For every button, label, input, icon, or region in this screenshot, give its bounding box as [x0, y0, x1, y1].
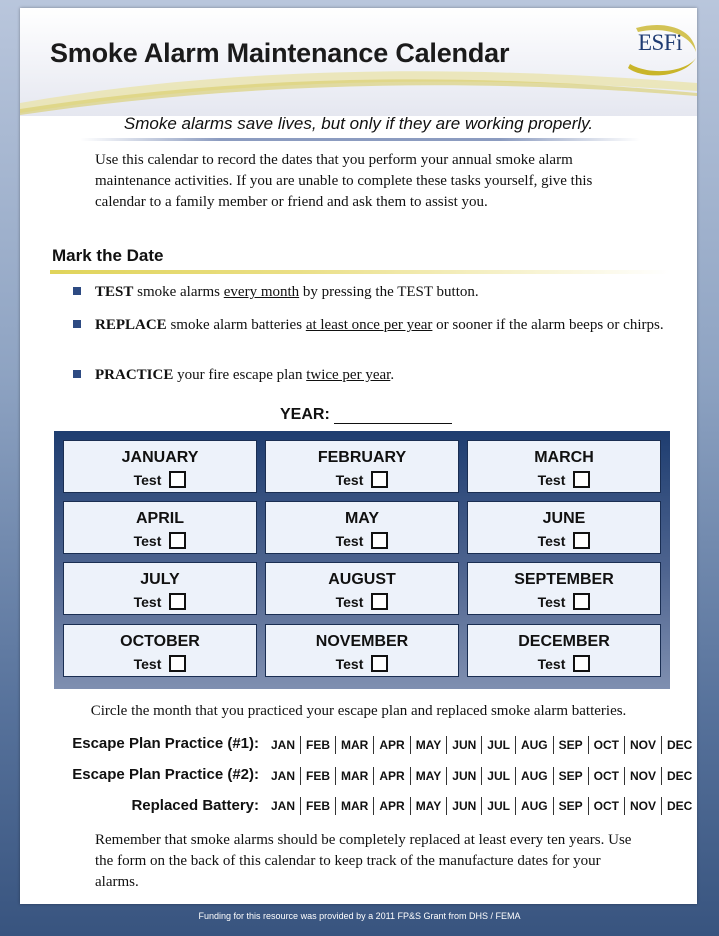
bullet-square-icon: [73, 370, 81, 378]
month-abbrev-option[interactable]: FEB: [300, 797, 335, 815]
test-label: Test: [537, 594, 566, 610]
month-test-row: [64, 471, 256, 488]
bullet-text: your fire escape plan: [173, 367, 307, 383]
month-abbrev-option[interactable]: JUN: [446, 797, 481, 815]
year-blank-line[interactable]: [334, 409, 452, 424]
month-abbrev-option[interactable]: JAN: [271, 738, 296, 752]
bullet-text: or sooner if the alarm beeps or chirps.: [432, 317, 664, 333]
tagline: Smoke alarms save lives, but only if they are working properly.: [123, 114, 594, 133]
month-cell-july: [63, 562, 257, 615]
bullet-text: by pressing the TEST button.: [299, 284, 479, 300]
test-label: Test: [133, 472, 162, 488]
month-name: DECEMBER: [518, 633, 610, 650]
month-test-row: [64, 532, 256, 549]
bullet-text: smoke alarm batteries: [166, 317, 306, 333]
test-label: Test: [133, 656, 162, 672]
month-name: JULY: [140, 571, 180, 588]
tracking-row-months-3: [266, 797, 697, 815]
month-cell-january: [63, 440, 257, 493]
month-calendar-grid: [54, 431, 670, 689]
month-cell-june: [467, 501, 661, 554]
month-abbrev-option[interactable]: FEB: [300, 736, 335, 754]
month-abbrev-option[interactable]: AUG: [515, 797, 553, 815]
month-cell-december: [467, 624, 661, 677]
calendar-page: [20, 8, 697, 904]
month-name: APRIL: [136, 510, 184, 527]
test-label: Test: [133, 533, 162, 549]
month-cell-september: [467, 562, 661, 615]
month-test-row: [468, 471, 660, 488]
month-name: FEBRUARY: [317, 449, 407, 466]
month-cell-october: [63, 624, 257, 677]
test-label: Test: [335, 656, 364, 672]
test-label: Test: [335, 533, 364, 549]
month-abbrev-option[interactable]: MAY: [410, 797, 447, 815]
month-abbrev-option[interactable]: APR: [373, 736, 409, 754]
month-abbrev-option[interactable]: JAN: [271, 799, 296, 813]
test-label: Test: [133, 594, 162, 610]
month-test-row: [64, 655, 256, 672]
funding-footer: Funding for this resource was provided by a 2011 FP&S Grant from DHS / FEMA: [198, 911, 521, 921]
bullet-emphasis: twice per year: [306, 367, 391, 383]
test-label: Test: [537, 533, 566, 549]
bullet-square-icon: [73, 320, 81, 328]
test-checkbox[interactable]: [573, 471, 590, 488]
tracking-row-months-1: [266, 736, 697, 754]
bullet-emphasis: every month: [223, 284, 300, 300]
month-abbrev-option[interactable]: DEC: [661, 797, 697, 815]
bullet-emphasis: at least once per year: [305, 317, 433, 333]
month-abbrev-option[interactable]: APR: [373, 767, 409, 785]
section-heading: Mark the Date: [52, 246, 164, 265]
month-name: NOVEMBER: [315, 633, 409, 650]
month-test-row: [266, 471, 458, 488]
month-cell-february: [265, 440, 459, 493]
test-checkbox[interactable]: [573, 532, 590, 549]
month-test-row: [266, 655, 458, 672]
month-test-row: [266, 593, 458, 610]
month-name: MAY: [344, 510, 380, 527]
month-abbrev-option[interactable]: MAY: [410, 736, 447, 754]
test-checkbox[interactable]: [169, 471, 186, 488]
bullet-text: .: [390, 367, 395, 383]
month-abbrev-option[interactable]: MAR: [335, 797, 373, 815]
tracking-row-label: Escape Plan Practice (#1):: [72, 735, 259, 752]
test-checkbox[interactable]: [371, 532, 388, 549]
month-abbrev-option[interactable]: OCT: [588, 797, 624, 815]
month-name: JANUARY: [121, 449, 199, 466]
intro-paragraph: Use this calendar to record the dates that you perform your annual smoke alarm maintenance activities. If you are unable to complete these tasks yourself, give this calendar to a family member or friend and ask them to assist you.: [95, 152, 593, 210]
test-checkbox[interactable]: [371, 655, 388, 672]
month-abbrev-option[interactable]: FEB: [300, 767, 335, 785]
month-abbrev-option[interactable]: JUL: [481, 767, 515, 785]
month-name: SEPTEMBER: [514, 571, 614, 588]
month-cell-august: [265, 562, 459, 615]
tracking-row-label: Escape Plan Practice (#2):: [72, 766, 259, 783]
month-abbrev-option[interactable]: APR: [373, 797, 409, 815]
month-abbrev-option[interactable]: SEP: [553, 767, 588, 785]
esfi-logo: [624, 22, 697, 80]
month-abbrev-option[interactable]: JUN: [446, 736, 481, 754]
month-name: OCTOBER: [120, 633, 200, 650]
test-checkbox[interactable]: [169, 593, 186, 610]
tagline-divider: [80, 138, 640, 141]
month-cell-may: [265, 501, 459, 554]
month-name: AUGUST: [328, 571, 396, 588]
test-checkbox[interactable]: [371, 471, 388, 488]
month-abbrev-option[interactable]: NOV: [624, 767, 661, 785]
circle-instructions: Circle the month that you practiced your escape plan and replaced smoke alarm batteries.: [90, 703, 627, 719]
test-label: Test: [335, 472, 364, 488]
test-checkbox[interactable]: [371, 593, 388, 610]
month-abbrev-option[interactable]: SEP: [553, 797, 588, 815]
bullet-keyword: REPLACE: [95, 317, 167, 333]
month-test-row: [266, 532, 458, 549]
section-divider: [50, 270, 670, 274]
test-checkbox[interactable]: [169, 655, 186, 672]
month-cell-november: [265, 624, 459, 677]
month-test-row: [468, 532, 660, 549]
test-label: Test: [537, 656, 566, 672]
month-abbrev-option[interactable]: AUG: [515, 767, 553, 785]
month-test-row: [64, 593, 256, 610]
month-abbrev-option[interactable]: JUL: [481, 736, 515, 754]
month-abbrev-option[interactable]: DEC: [661, 736, 697, 754]
test-checkbox[interactable]: [169, 532, 186, 549]
bullet-practice: [95, 367, 675, 383]
tracking-row-months-2: [266, 767, 697, 785]
month-test-row: [468, 593, 660, 610]
month-abbrev-option[interactable]: OCT: [588, 767, 624, 785]
bullet-test: [95, 284, 675, 300]
logo-text: ESFi: [638, 30, 683, 55]
test-checkbox[interactable]: [573, 593, 590, 610]
month-name: JUNE: [542, 510, 586, 527]
month-name: MARCH: [534, 449, 594, 466]
month-abbrev-option[interactable]: JUN: [446, 767, 481, 785]
tracking-row-label: Replaced Battery:: [131, 797, 259, 814]
month-abbrev-option[interactable]: AUG: [515, 736, 553, 754]
month-abbrev-option[interactable]: MAR: [335, 767, 373, 785]
bullet-keyword: PRACTICE: [95, 367, 174, 383]
month-abbrev-option[interactable]: SEP: [553, 736, 588, 754]
test-checkbox[interactable]: [573, 655, 590, 672]
month-abbrev-option[interactable]: MAR: [335, 736, 373, 754]
month-cell-march: [467, 440, 661, 493]
month-abbrev-option[interactable]: OCT: [588, 736, 624, 754]
bullet-square-icon: [73, 287, 81, 295]
closing-paragraph: Remember that smoke alarms should be completely replaced at least every ten years. Use the form on the back of this calendar to keep track of the manufacture dates for your alarms.: [95, 832, 632, 890]
bullet-replace: [95, 317, 675, 333]
month-abbrev-option[interactable]: JAN: [271, 769, 296, 783]
month-abbrev-option[interactable]: NOV: [624, 797, 661, 815]
test-label: Test: [335, 594, 364, 610]
month-abbrev-option[interactable]: DEC: [661, 767, 697, 785]
page-title: Smoke Alarm Maintenance Calendar: [50, 38, 510, 68]
year-field: [280, 406, 452, 424]
month-test-row: [468, 655, 660, 672]
month-abbrev-option[interactable]: NOV: [624, 736, 661, 754]
test-label: Test: [537, 472, 566, 488]
year-label: YEAR:: [280, 406, 330, 423]
month-cell-april: [63, 501, 257, 554]
month-abbrev-option[interactable]: JUL: [481, 797, 515, 815]
month-abbrev-option[interactable]: MAY: [410, 767, 447, 785]
bullet-keyword: TEST: [95, 284, 134, 300]
bullet-text: smoke alarms: [133, 284, 224, 300]
